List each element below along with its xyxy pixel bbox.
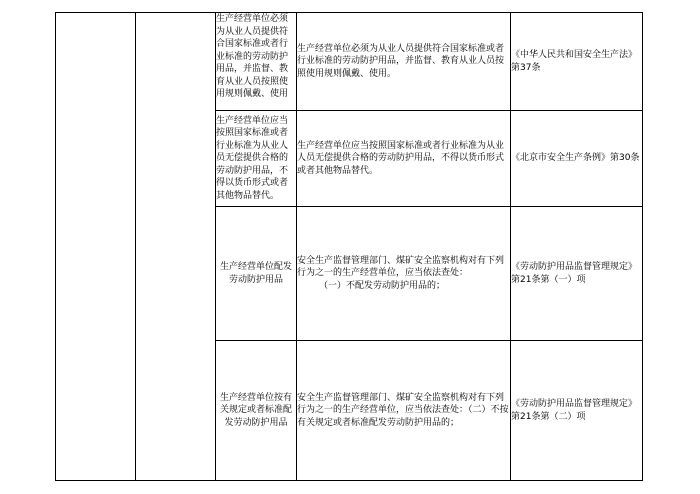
content-text: 安全生产监督管理部门、煤矿安全监察机构对有下列行为之一的生产经营单位，应当依法查处： <box>297 255 505 279</box>
content-subitem: （一）不配发劳动防护用品的； <box>319 280 446 291</box>
item-text: 生产经营单位应当按照国家标准或者行业标准为从业人员无偿提供合格的劳动防护用品，不得以货币形式或者其他物品替代。 <box>216 115 289 201</box>
content-cell <box>297 13 511 111</box>
item-cell <box>216 207 297 341</box>
item-cell <box>216 341 297 481</box>
table-row <box>56 13 643 111</box>
basis-text: 《北京市安全生产条例》第30条 <box>511 153 640 164</box>
content-cell <box>297 207 511 341</box>
basis-text: 《劳动防护用品监督管理规定》第21条第（一）项 <box>511 262 638 285</box>
regulation-table <box>55 12 643 481</box>
item-text: 生产经营单位按有关规定或者标准配发劳动防护用品 <box>219 392 292 428</box>
item-text: 生产经营单位配发劳动防护用品 <box>219 262 292 285</box>
content-text: 生产经营单位应当按照国家标准或者行业标准为从业人员无偿提供合格的劳动防护用品，不得以货币形式或者其他物品替代。 <box>297 140 505 176</box>
content-cell <box>297 341 511 481</box>
basis-cell <box>511 341 643 481</box>
item-text: 生产经营单位必须为从业人员提供符合国家标准或者行业标准的劳动防护用品，并监督、教育从业人员按照使用规则佩戴、使用 <box>216 14 289 99</box>
basis-cell <box>511 207 643 341</box>
item-cell <box>216 111 297 207</box>
basis-cell <box>511 13 643 111</box>
merged-column-2 <box>136 13 216 481</box>
content-text: 安全生产监督管理部门、煤矿安全监察机构对有下列行为之一的生产经营单位，应当依法查处：（二）不按有关规定或者标准配发劳动防护用品的； <box>297 392 509 428</box>
merged-column-1 <box>56 13 136 481</box>
basis-text: 《中华人民共和国安全生产法》第37条 <box>511 50 638 73</box>
content-text: 生产经营单位必须为从业人员提供符合国家标准或者行业标准的劳动防护用品，并监督、教育从业人员按照使用规则佩戴、使用。 <box>297 43 505 79</box>
basis-text: 《劳动防护用品监督管理规定》第21条第（二）项 <box>511 399 638 422</box>
content-cell <box>297 111 511 207</box>
basis-cell <box>511 111 643 207</box>
item-cell <box>216 13 297 111</box>
